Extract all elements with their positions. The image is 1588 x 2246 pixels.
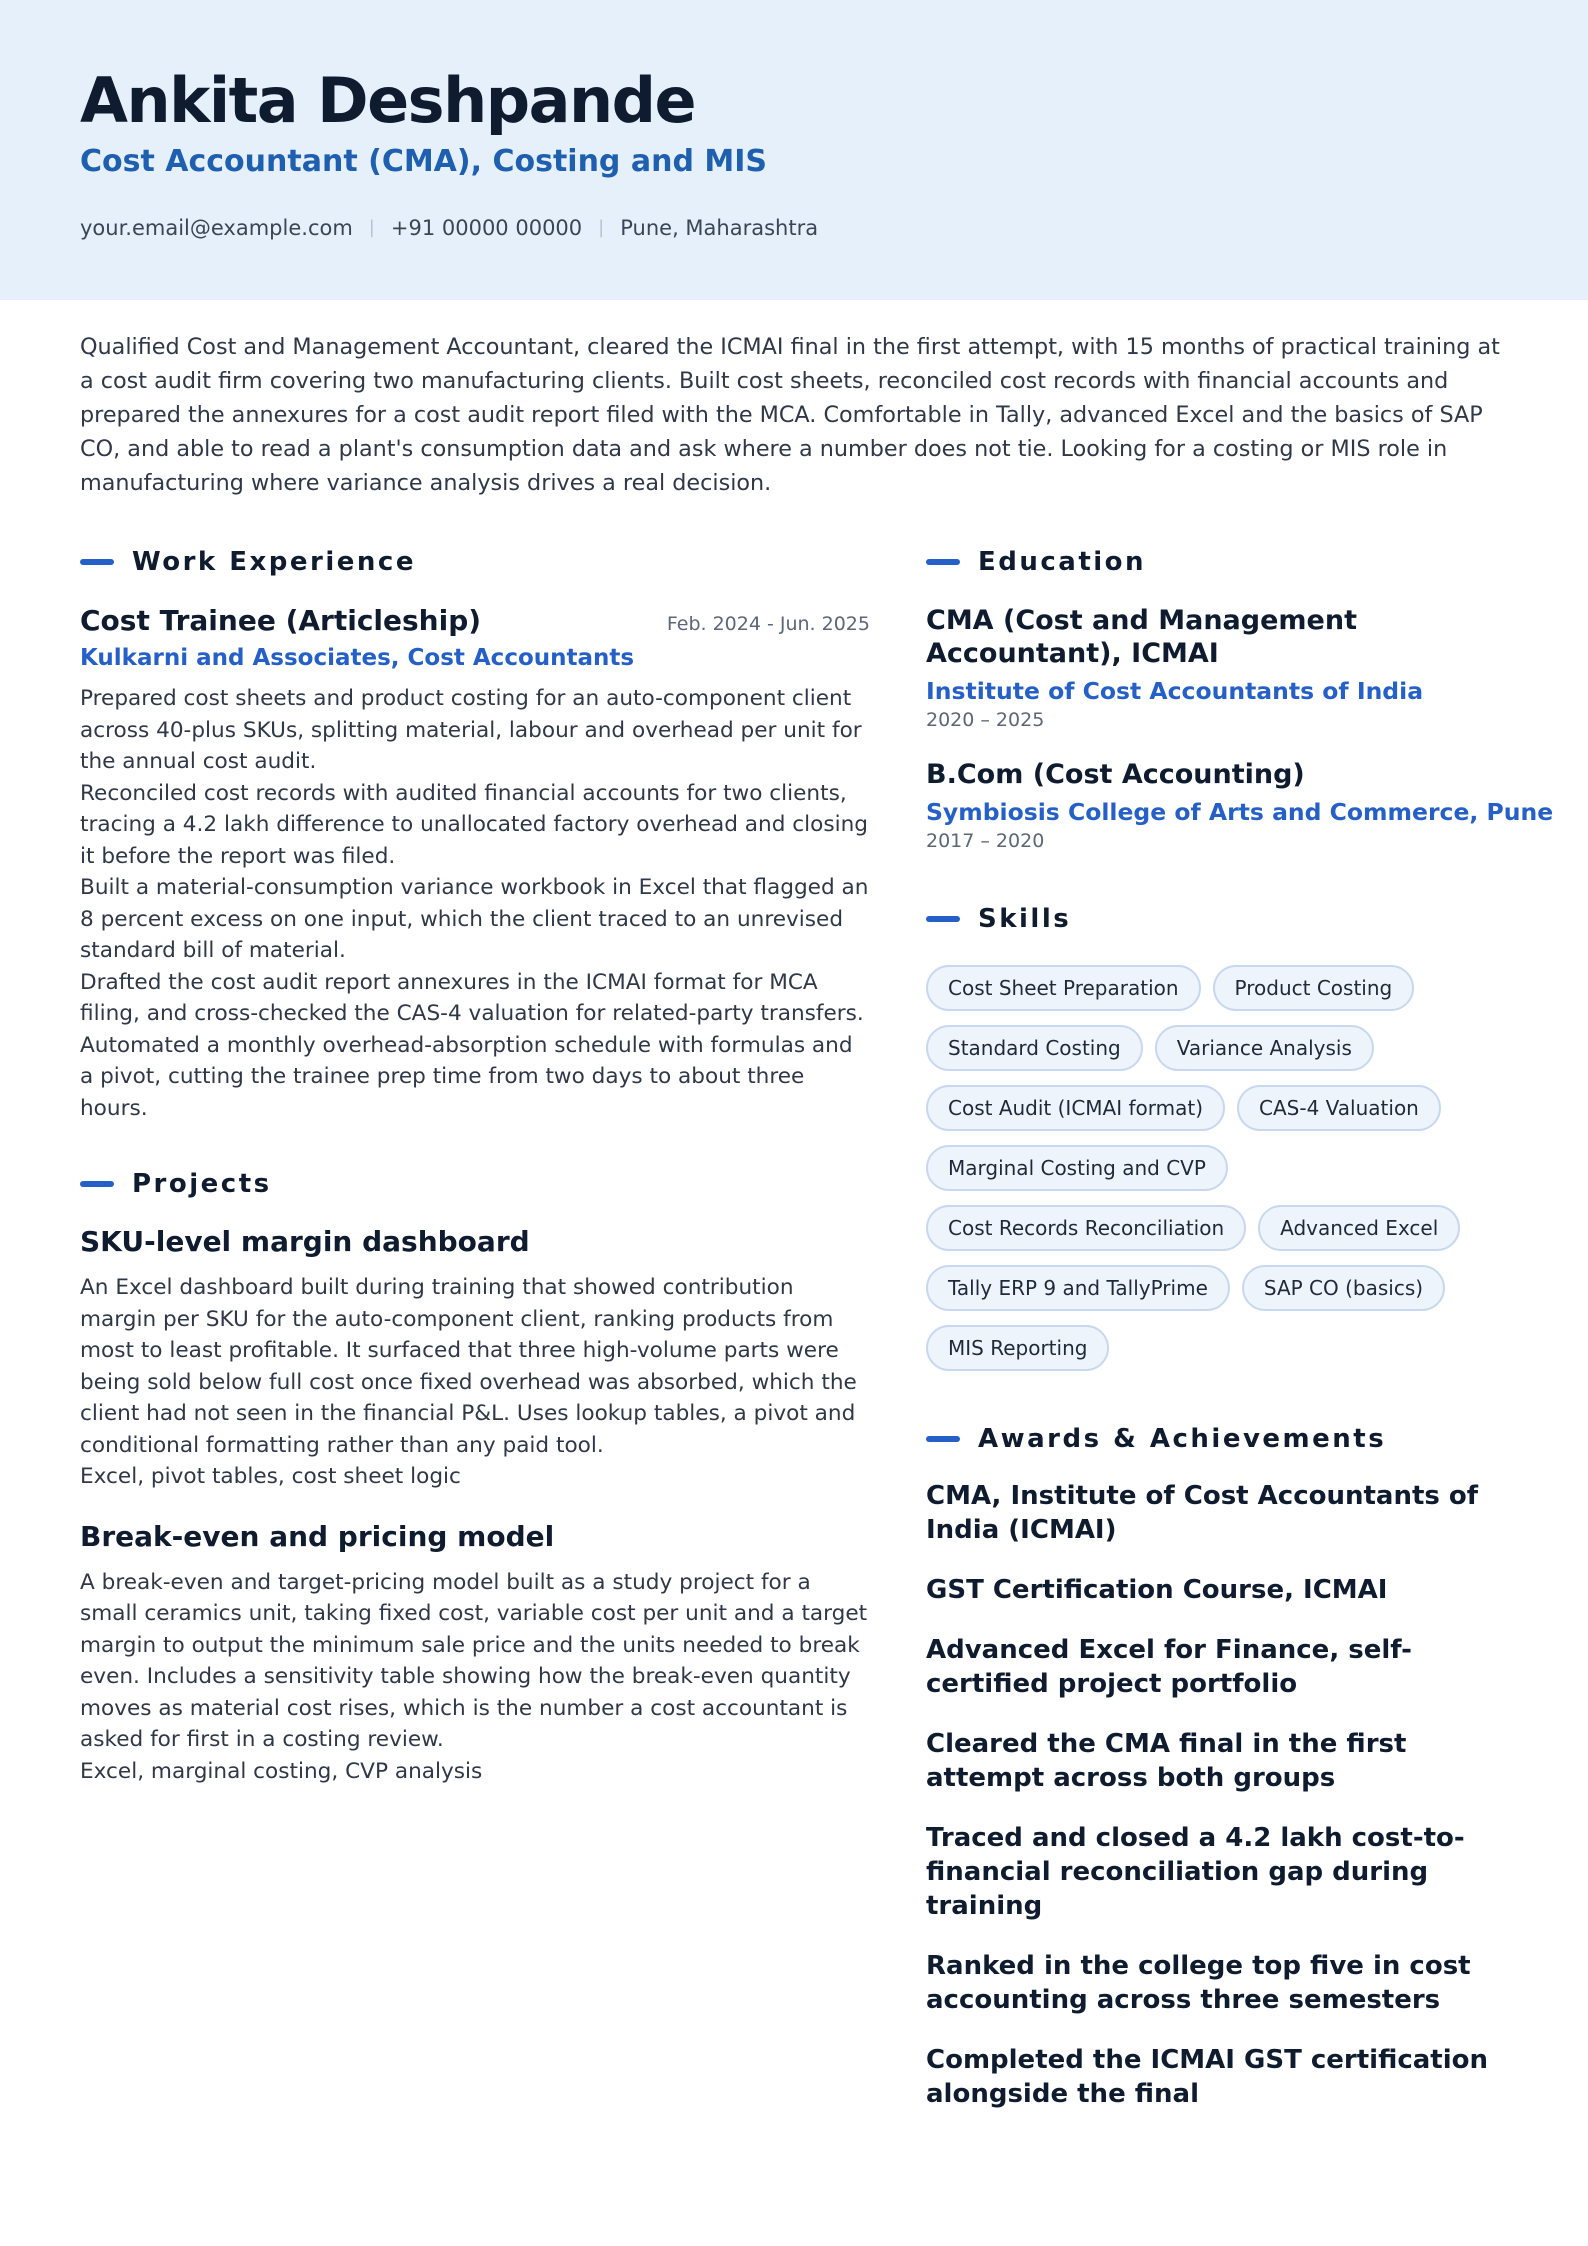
award-item: Advanced Excel for Finance, self-certified project portfolio	[926, 1635, 1412, 1699]
skill-chip: Advanced Excel	[1258, 1205, 1460, 1251]
project-tools: Excel, marginal costing, CVP analysis	[80, 1758, 483, 1784]
skill-chip: Cost Records Reconciliation	[926, 1205, 1246, 1251]
skill-chip: SAP CO (basics)	[1242, 1265, 1445, 1311]
skill-chip: Cost Sheet Preparation	[926, 965, 1201, 1011]
education-entry	[926, 604, 1526, 734]
education-heading	[926, 542, 1526, 582]
right-column	[926, 542, 1554, 2111]
headline: Cost Accountant (CMA), Costing and MIS	[80, 144, 767, 179]
heading-accent-bar	[80, 1181, 114, 1187]
job-bullet: Prepared cost sheets and product costing for an auto-component client across 40-plus SKUs, splitting material, labour and overhead per unit for the annual cost audit.	[80, 686, 862, 774]
candidate-name: Ankita Deshpande	[80, 64, 696, 137]
heading-accent-bar	[80, 559, 114, 565]
contact-separator: |	[368, 217, 375, 238]
degree-title: B.Com (Cost Accounting)	[926, 759, 1305, 790]
awards-list	[926, 1479, 1526, 2111]
contact-email[interactable]: your.email@example.com	[80, 216, 353, 240]
contact-phone[interactable]: +91 00000 00000	[390, 216, 583, 240]
degree-title: CMA (Cost and Management Accountant), ICMAI	[926, 605, 1357, 669]
job-bullet: Reconciled cost records with audited financial accounts for two clients, tracing a 4.2 lakh difference to unallocated factory overhead and closing it before the report was filed.	[80, 780, 869, 869]
education-years: 2017 – 2020	[926, 830, 1045, 852]
skill-chip: CAS-4 Valuation	[1237, 1085, 1441, 1131]
job-bullets	[80, 683, 870, 1124]
project-entry	[80, 1224, 870, 1493]
skill-chip: Variance Analysis	[1155, 1025, 1374, 1071]
projects-heading	[80, 1164, 870, 1204]
awards-heading	[926, 1419, 1526, 1459]
heading-accent-bar	[926, 559, 960, 565]
work-experience-heading	[80, 542, 870, 582]
institution: Institute of Cost Accountants of India	[926, 677, 1424, 705]
project-title: SKU-level margin dashboard	[80, 1225, 530, 1258]
summary: Qualified Cost and Management Accountant, cleared the ICMAI final in the first attempt, with 15 months of practical training at a cost audit firm covering two manufacturing clients. Built cost sheets, reconciled cost records with financial accounts and prepared the annexures for a cost audit report filed with the MCA. Comfortable in Tally, advanced Excel and the basics of SAP CO, and able to read a plant's consumption data and ask where a number does not tie. Looking for a costing or MIS role in manufacturing where variance analysis drives a real decision.	[80, 334, 1500, 496]
education-years: 2020 – 2025	[926, 709, 1045, 731]
award-item: Ranked in the college top five in cost accounting across three semesters	[926, 1951, 1471, 2015]
job-bullet: Drafted the cost audit report annexures in the ICMAI format for MCA filing, and cross-checked the CAS-4 valuation for related-party transfers.	[80, 969, 864, 1026]
skills-list	[926, 965, 1526, 1371]
section-title: Skills	[978, 904, 1072, 934]
award-item: GST Certification Course, ICMAI	[926, 1575, 1388, 1605]
skill-chip: Tally ERP 9 and TallyPrime	[926, 1265, 1230, 1311]
section-title: Education	[978, 547, 1147, 577]
skill-chip: Product Costing	[1213, 965, 1415, 1011]
job-bullet: Built a material-consumption variance workbook in Excel that flagged an 8 percent excess on one input, which the client traced to an unrevised standard bill of material.	[80, 875, 869, 963]
job-bullet: Automated a monthly overhead-absorption schedule with formulas and a pivot, cutting the trainee prep time from two days to about three hours.	[80, 1032, 853, 1121]
section-title: Work Experience	[132, 547, 416, 577]
contact-separator: |	[598, 217, 605, 238]
award-item: Cleared the CMA final in the first attempt across both groups	[926, 1729, 1407, 1793]
header-band	[0, 0, 1588, 300]
institution: Symbiosis College of Arts and Commerce, Pune	[926, 798, 1554, 826]
skills-heading	[926, 899, 1526, 939]
skill-chip: Cost Audit (ICMAI format)	[926, 1085, 1225, 1131]
project-entry	[80, 1519, 870, 1788]
project-title: Break-even and pricing model	[80, 1519, 555, 1553]
job-entry	[80, 604, 870, 1124]
project-description: A break-even and target-pricing model built as a study project for a small ceramics unit, taking fixed cost, variable cost per unit and a target margin to output the minimum sale price and the units needed to break even. Includes a sensitivity table showing how the break-even quantity moves as material cost rises, which is the number a cost accountant is asked for first in a costing review.	[80, 1569, 868, 1752]
skill-chip: Standard Costing	[926, 1025, 1143, 1071]
award-item: Completed the ICMAI GST certification alongside the final	[926, 2045, 1489, 2109]
heading-accent-bar	[926, 1436, 960, 1442]
award-item: CMA, Institute of Cost Accountants of India (ICMAI)	[926, 1481, 1479, 1545]
job-organization: Kulkarni and Associates, Cost Accountants	[80, 645, 635, 671]
contact-location: Pune, Maharashtra	[620, 216, 819, 240]
contact-line	[80, 213, 818, 243]
left-column	[80, 542, 870, 1787]
heading-accent-bar	[926, 916, 960, 922]
award-item: Traced and closed a 4.2 lakh cost-to-financial reconciliation gap during training	[926, 1823, 1465, 1921]
education-entry	[926, 758, 1554, 855]
skill-chip: Marginal Costing and CVP	[926, 1145, 1228, 1191]
section-title: Projects	[132, 1169, 272, 1199]
section-title: Awards & Achievements	[978, 1424, 1387, 1454]
project-tools: Excel, pivot tables, cost sheet logic	[80, 1464, 461, 1489]
skill-chip: MIS Reporting	[926, 1325, 1109, 1371]
project-description: An Excel dashboard built during training that showed contribution margin per SKU for the auto-component client, ranking products from most to least profitable. It surfaced that three high-volume parts were being sold below full cost once fixed overhead was absorbed, which the client had not seen in the financial P&L. Uses lookup tables, a pivot and conditional formatting rather than any paid tool.	[80, 1275, 857, 1458]
job-title: Cost Trainee (Articleship)	[80, 604, 482, 637]
job-dates: Feb. 2024 - Jun. 2025	[666, 613, 870, 635]
